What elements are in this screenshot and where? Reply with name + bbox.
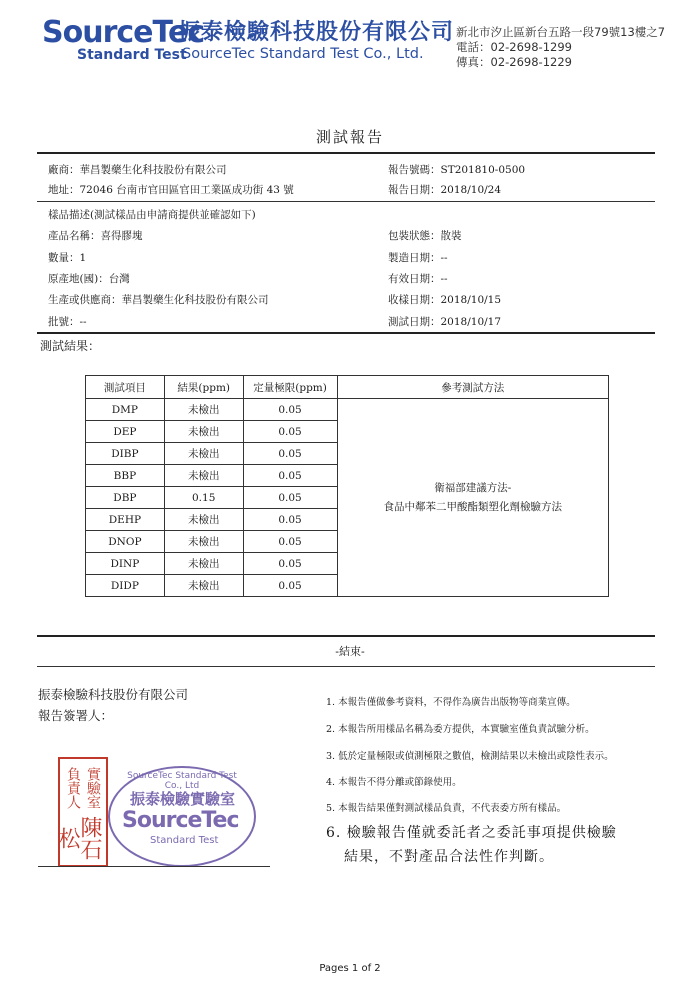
note-3: 3. 低於定量極限或偵測極限之數值，檢測結果以未檢出或陰性表示。: [326, 751, 614, 762]
limit-value: 0.05: [243, 421, 337, 443]
note-6-cont: 結果，不對產品合法性作判斷。: [344, 849, 554, 865]
header-test-item: 測試項目: [86, 376, 165, 399]
limit-value: 0.05: [243, 487, 337, 509]
manufacture-date: 製造日期：--: [388, 252, 448, 264]
reference-method: [337, 399, 609, 597]
test-item: DEHP: [86, 509, 165, 531]
batch-number: 批號：--: [48, 316, 87, 328]
result-value: 未檢出: [164, 465, 243, 487]
results-label: 測試結果：: [40, 339, 101, 353]
divider-results: [37, 332, 655, 334]
sample-description: 樣品描述(測試樣品由申請商提供並確認如下): [48, 209, 256, 221]
packaging-state: 包裝狀態：散裝: [388, 230, 462, 242]
results-table: [85, 375, 609, 597]
method-line-2: 食品中鄰苯二甲酸酯類塑化劑檢驗方法: [383, 500, 562, 513]
document-title: 測試報告: [315, 128, 384, 146]
header-method: 參考測試方法: [337, 376, 609, 399]
report-number: 報告號碼：ST201810-0500: [388, 164, 526, 176]
logo-text: SourceTec: [42, 15, 205, 50]
divider-top: [37, 152, 655, 154]
note-1: 1. 本報告僅做參考資料，不得作為廣告出版物等商業宣傳。: [326, 697, 576, 708]
expiry-date: 有效日期：--: [388, 273, 448, 285]
result-value: 未檢出: [164, 531, 243, 553]
table-row: [86, 399, 609, 421]
signature-company: 振泰檢驗科技股份有限公司: [38, 687, 189, 702]
company-contact: [456, 25, 665, 70]
seal-name: 陳石松: [55, 816, 102, 860]
limit-value: 0.05: [243, 553, 337, 575]
test-date: 測試日期：2018/10/17: [388, 316, 502, 328]
quantity: 數量：1: [48, 252, 87, 264]
note-6: 6. 檢驗報告僅就委託者之委託事項提供檢驗: [326, 825, 617, 841]
result-value: 未檢出: [164, 553, 243, 575]
result-value: 0.15: [164, 487, 243, 509]
signer-seal: [55, 757, 108, 867]
test-item: BBP: [86, 465, 165, 487]
signature-line: [38, 866, 270, 867]
result-value: 未檢出: [164, 399, 243, 421]
product-name: 產品名稱：喜得膠塊: [48, 230, 143, 242]
signer-label: 報告簽署人：: [38, 708, 114, 723]
test-item: DBP: [86, 487, 165, 509]
manufacturer-address: 地址：72046 台南市官田區官田工業區成功街 43 號: [48, 184, 294, 196]
test-item: DIDP: [86, 575, 165, 597]
limit-value: 0.05: [243, 399, 337, 421]
seal-text-1: 負責人: [65, 767, 81, 809]
limit-value: 0.05: [243, 531, 337, 553]
divider-end: [37, 635, 655, 637]
stamp-logo: SourceTec: [122, 808, 239, 833]
seal-text-2: 實驗室: [85, 767, 101, 809]
page-footer: Pages 1 of 2: [319, 963, 381, 974]
result-value: 未檢出: [164, 421, 243, 443]
test-item: DIBP: [86, 443, 165, 465]
result-value: 未檢出: [164, 509, 243, 531]
table-header-row: [86, 376, 609, 399]
logo-subtitle: Standard Test: [77, 47, 187, 63]
report-date: 報告日期：2018/10/24: [388, 184, 502, 196]
header-limit: 定量極限(ppm): [243, 376, 337, 399]
receive-date: 收樣日期：2018/10/15: [388, 294, 502, 306]
manufacturer: 廠商：華昌製藥生化科技股份有限公司: [48, 164, 227, 176]
result-value: 未檢出: [164, 575, 243, 597]
origin-country: 原產地(國)：台灣: [48, 273, 130, 285]
result-value: 未檢出: [164, 443, 243, 465]
limit-value: 0.05: [243, 465, 337, 487]
company-fax: 傳真：02-2698-1229: [456, 55, 572, 69]
end-mark: -結束-: [335, 645, 365, 658]
limit-value: 0.05: [243, 443, 337, 465]
test-item: DEP: [86, 421, 165, 443]
test-item: DNOP: [86, 531, 165, 553]
stamp-lab-name: 振泰檢驗實驗室: [130, 790, 236, 808]
test-item: DINP: [86, 553, 165, 575]
company-address: 新北市汐止區新台五路一段79號13樓之7: [456, 25, 666, 39]
limit-value: 0.05: [243, 575, 337, 597]
note-5: 5. 本報告結果僅對測試樣品負責，不代表委方所有樣品。: [326, 803, 567, 814]
company-phone: 電話：02-2698-1299: [456, 40, 572, 54]
header-result: 結果(ppm): [164, 376, 243, 399]
note-2: 2. 本報告所用樣品名稱為委方提供，本實驗室僅負責試驗分析。: [326, 724, 595, 735]
limit-value: 0.05: [243, 509, 337, 531]
method-line-1: 衛福部建議方法-: [434, 481, 512, 494]
divider-bottom: [37, 666, 655, 667]
stamp-ring-text: SourceTec Standard Test Co., Ltd: [127, 771, 237, 791]
test-item: DMP: [86, 399, 165, 421]
divider-info: [37, 201, 655, 202]
producer: 生產或供應商：華昌製藥生化科技股份有限公司: [48, 294, 269, 306]
company-name-en: SourceTec Standard Test Co., Ltd.: [182, 46, 424, 62]
company-name-zh: 振泰檢驗科技股份有限公司: [178, 20, 455, 45]
note-4: 4. 本報告不得分離或節錄使用。: [326, 777, 462, 788]
stamp-subtitle: Standard Test: [150, 835, 219, 846]
